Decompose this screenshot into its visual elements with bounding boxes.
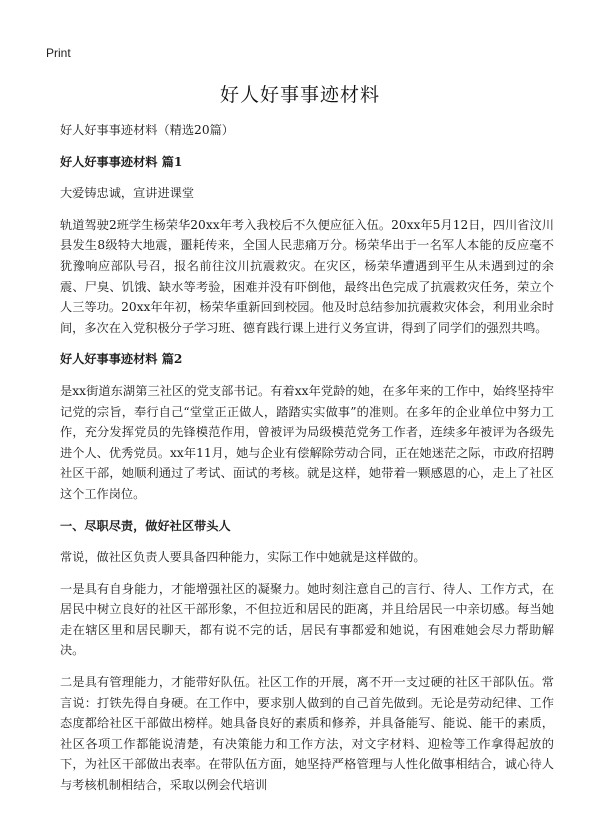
section-2-subheading: 一、尽职尽责，做好社区带头人: [60, 518, 231, 533]
section-2-paragraph-3: 二是具有管理能力，才能带好队伍。社区工作的开展，离不开一支过硬的社区干部队伍。常言说：打铁先得自身硬。在工作中，要求别人做到的自己首先做到。无论是劳动纪律、工作态度都给社区干部做出榜样。她具备良好的素质和修养，并具备能写、能说、能干的素质，社区各项工作都能说清楚，有决策能力和工作方法，对文字材料、迎检等工作拿得起放的下，为社区干部做出表率。在带队伍方面，她坚持严格管理与人性化做事相结合，诚心待人与考核机制相结合，采取以例会代培训: [60, 675, 554, 793]
document-title: 好人好事事迹材料: [219, 84, 380, 106]
section-2-intro: 是xx街道东湖第三社区的党支部书记。有着xx年党龄的她，在多年来的工作中，始终坚持牢记党的宗旨，奉行自己“堂堂正正做人，踏踏实实做事”的准则。在多年的企业单位中努力工作，充分发挥党员的先锋模范作用，曾被评为局级模范党务工作者，连续多年被评为各级先进个人、优秀党员。xx年11月，她与企业有偿解除劳动合同，正在她迷茫之际，市政府招聘社区干部，她顺利通过了考试、面试的考核。就是这样，她带着一颗感恩的心，走上了社区这个工作岗位。: [60, 383, 554, 501]
section-1-heading: 好人好事事迹材料 篇1: [60, 154, 183, 169]
section-2-heading: 好人好事事迹材料 篇2: [60, 352, 183, 367]
section-2-paragraph-2: 一是具有自身能力，才能增强社区的凝聚力。她时刻注意自己的言行、待人、工作方式，在居民中树立良好的社区干部形象，不但拉近和居民的距离，并且给居民一中亲切感。每当她走在辖区里和居民聊天，都有说不完的话，居民有事都爱和她说，有困难她会尽力帮助解决。: [60, 581, 554, 658]
section-2-paragraph-1: 常说，做社区负责人要具备四种能力，实际工作中她就是这样做的。: [60, 550, 426, 565]
document-body: [60, 120, 554, 807]
section-1-paragraph: 轨道驾驶2班学生杨荣华20xx年考入我校后不久便应征入伍。20xx年5月12日，四川省汶川县发生8级特大地震，噩耗传来，全国人民悲痛万分。杨荣华出于一名军人本能的反应毫不犹豫响应部队号召，报名前往汶川抗震救灾。在灾区，杨荣华遭遇到平生从未遇到过的余震、尸臭、饥饿、缺水等考验，困难并没有吓倒他，最终出色完成了抗震救灾任务，荣立个人三等功。20xx年年初，杨荣华重新回到校园。他及时总结参加抗震救灾体会，利用业余时间，多次在入党积极分子学习班、德育践行课上进行义务宣讲，得到了同学们的强烈共鸣。: [60, 217, 554, 335]
document-subtitle: 好人好事事迹材料（精选20篇）: [60, 123, 234, 137]
print-label: Print: [46, 46, 71, 60]
section-1-tagline: 大爱铸忠诚，宣讲进课堂: [60, 186, 195, 201]
